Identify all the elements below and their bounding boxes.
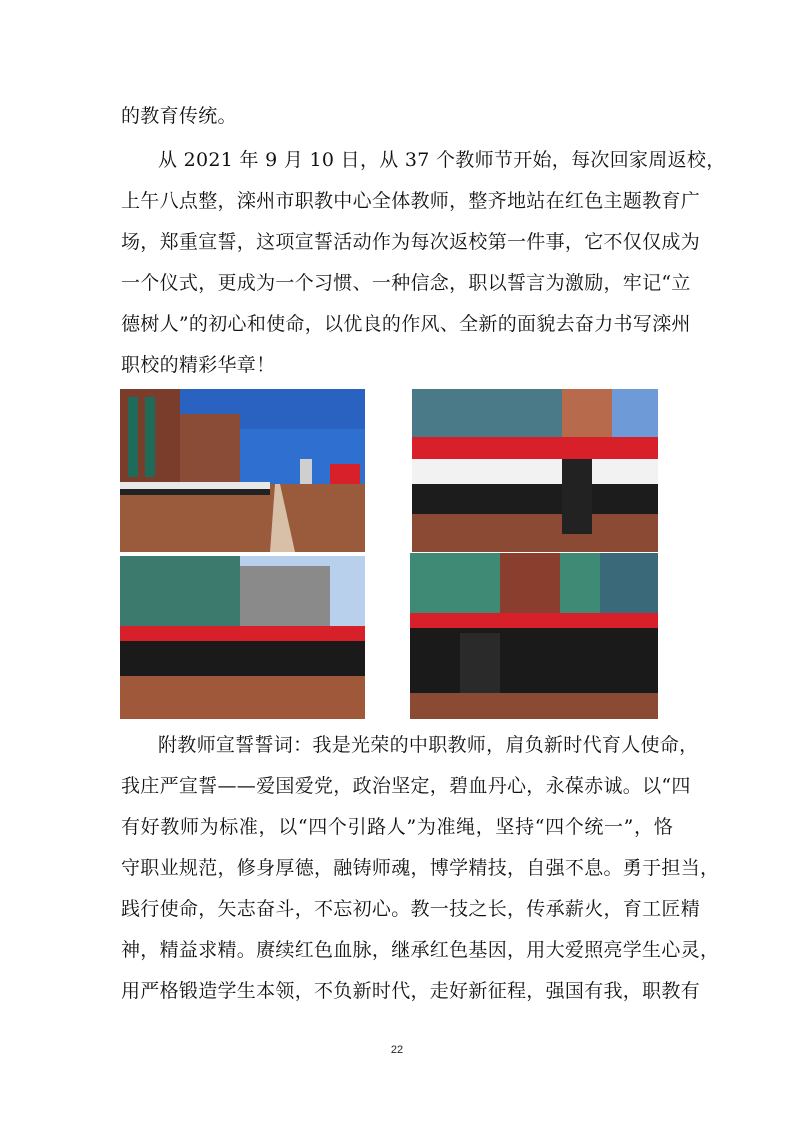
photo-group-oath (412, 389, 658, 552)
text-line: 从 2021 年 9 月 10 日，从 37 个教师节开始，每次回家周返校， (158, 149, 726, 171)
text-line: 上午八点整，滦州市职教中心全体教师，整齐地站在红色主题教育广 (121, 190, 701, 212)
text-line: 职校的精彩华章！ (121, 354, 276, 376)
text-line: 守职业规范，修身厚德，融铸师魂，博学精技，自强不息。勇于担当， (121, 857, 720, 879)
text-line: 附教师宣誓誓词：我是光荣的中职教师，肩负新时代育人使命， (158, 734, 699, 756)
photo-front-row-oath (410, 553, 658, 719)
photo-plaza-wide (120, 389, 365, 552)
text-line: 神，精益求精。赓续红色血脉，继承红色基因，用大爱照亮学生心灵， (121, 939, 720, 961)
text-line: 用严格锻造学生本领，不负新时代，走好新征程，强国有我，职教有 (121, 980, 701, 1002)
text-line: 的教育传统。 (121, 105, 237, 127)
text-line: 一个仪式，更成为一个习惯、一种信念，职以誓言为激励，牢记“立 (121, 272, 691, 294)
page-number: 22 (390, 1044, 404, 1056)
text-line: 践行使命，矢志奋斗，不忘初心。教一技之长，传承薪火，育工匠精 (121, 898, 701, 920)
text-line: 有好教师为标准，以“四个引路人”为准绳，坚持“四个统一”，恪 (121, 816, 673, 838)
photo-teachers-suits (120, 556, 365, 719)
text-line: 场，郑重宣誓，这项宣誓活动作为每次返校第一件事，它不仅仅成为 (121, 231, 701, 253)
text-line: 德树人”的初心和使命，以优良的作风、全新的面貌去奋力书写滦州 (121, 313, 691, 335)
text-line: 我庄严宣誓——爱国爱党，政治坚定，碧血丹心，永葆赤诚。以“四 (121, 775, 691, 797)
